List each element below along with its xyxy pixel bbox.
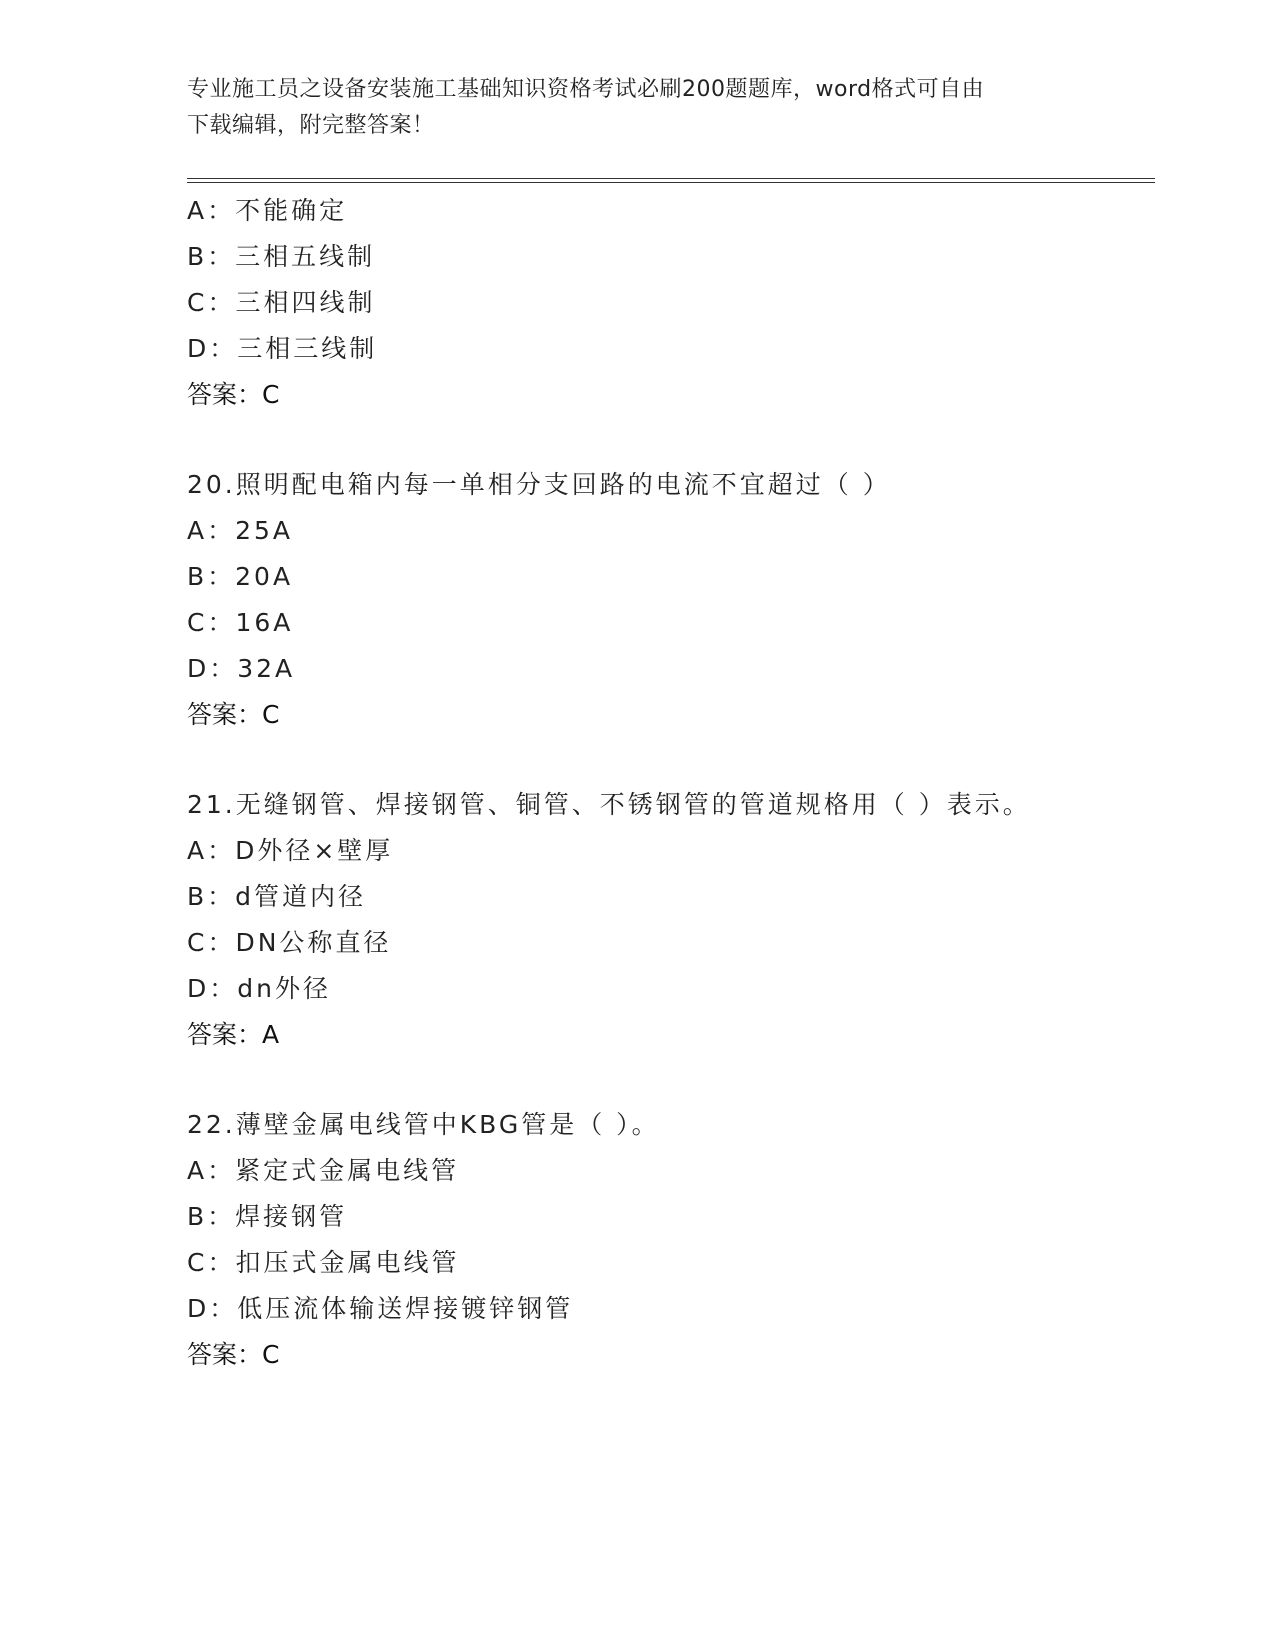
question-21: [187, 782, 1155, 1058]
option-d: D：32A: [187, 654, 296, 683]
spacer: [187, 1058, 1155, 1102]
option-d: D：dn外径: [187, 974, 331, 1003]
spacer: [187, 738, 1155, 782]
option-a: A：D外径×壁厚: [187, 836, 394, 865]
option-c: C：DN公称直径: [187, 928, 392, 957]
option-c: C：三相四线制: [187, 288, 376, 317]
option-d: D：三相三线制: [187, 334, 378, 363]
question-20: [187, 462, 1155, 738]
question-19: [187, 188, 1155, 418]
document-header: [187, 72, 1067, 144]
option-c: C：扣压式金属电线管: [187, 1248, 460, 1277]
question-22: [187, 1102, 1155, 1378]
spacer: [187, 418, 1155, 462]
header-line-2: 下载编辑，附完整答案！: [187, 113, 435, 138]
option-c: C：16A: [187, 608, 294, 637]
option-b: B：三相五线制: [187, 242, 376, 271]
header-line-1: 专业施工员之设备安装施工基础知识资格考试必刷200题题库，word格式可自由: [187, 77, 985, 102]
answer: 答案：A: [187, 1020, 280, 1049]
answer: 答案：C: [187, 1340, 280, 1369]
option-a: A：不能确定: [187, 196, 348, 225]
answer: 答案：C: [187, 380, 280, 409]
question-stem: 20.照明配电箱内每一单相分支回路的电流不宜超过（ ）: [187, 470, 891, 499]
option-a: A：25A: [187, 516, 294, 545]
question-stem: 21.无缝钢管、焊接钢管、铜管、不锈钢管的管道规格用（ ）表示。: [187, 790, 1031, 819]
answer: 答案：C: [187, 700, 280, 729]
option-b: B：20A: [187, 562, 294, 591]
question-list: [187, 188, 1155, 1378]
question-stem: 22.薄壁金属电线管中KBG管是（ ）。: [187, 1110, 660, 1139]
option-a: A：紧定式金属电线管: [187, 1156, 460, 1185]
option-b: B：焊接钢管: [187, 1202, 348, 1231]
option-b: B：d管道内径: [187, 882, 367, 911]
option-d: D：低压流体输送焊接镀锌钢管: [187, 1294, 574, 1323]
header-divider: [187, 178, 1155, 183]
